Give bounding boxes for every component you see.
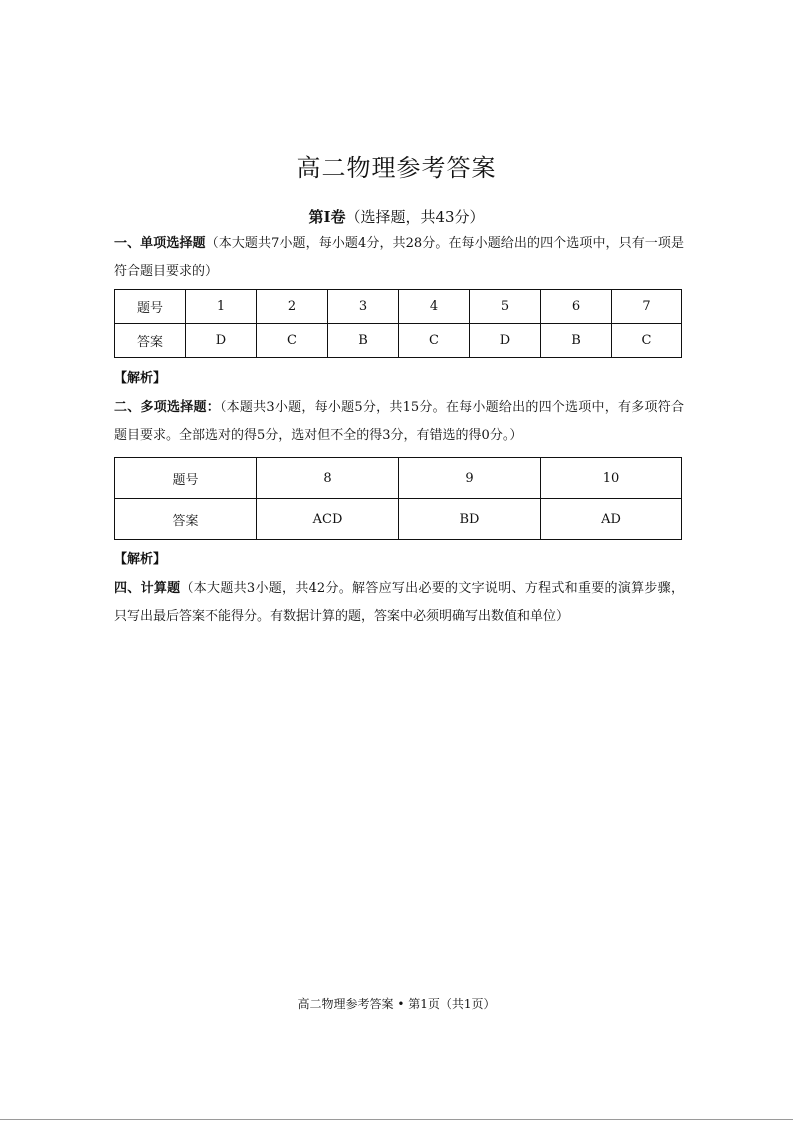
question-number: 6 [541, 290, 612, 324]
answer-cell: ACD [257, 499, 399, 540]
question-number: 5 [470, 290, 541, 324]
question-number: 10 [541, 458, 682, 499]
table-row [115, 499, 682, 540]
section1-analysis-label: 【解析】 [114, 371, 167, 386]
multi-choice-answer-table [114, 457, 682, 540]
question-number: 8 [257, 458, 399, 499]
row-label-number: 题号 [115, 458, 257, 499]
page-bottom-divider [0, 1119, 793, 1120]
section2-intro [114, 394, 684, 450]
section2-analysis-label: 【解析】 [114, 552, 167, 567]
answer-cell: C [399, 324, 470, 358]
answer-cell: C [257, 324, 328, 358]
answer-cell: BD [399, 499, 541, 540]
section2-description: （本题共3小题，每小题5分，共15分。在每小题给出的四个选项中，有多项符合题目要求。全部选对的得5分，选对但不全的得3分，有错选的得0分。） [114, 400, 684, 443]
answer-cell: AD [541, 499, 682, 540]
table-row [115, 458, 682, 499]
table-row [115, 324, 682, 358]
section1-heading: 一、单项选择题 [114, 236, 206, 251]
question-number: 2 [257, 290, 328, 324]
part-label: 第Ⅰ卷 [308, 208, 346, 226]
part-subtitle [0, 206, 793, 227]
answer-cell: D [186, 324, 257, 358]
part-detail: （选择题，共43分） [345, 208, 485, 226]
section4-description: （本大题共3小题，共42分。解答应写出必要的文字说明、方程式和重要的演算步骤，只写出最后答案不能得分。有数据计算的题，答案中必须明确写出数值和单位） [114, 581, 684, 624]
row-label-answer: 答案 [115, 499, 257, 540]
answer-cell: B [541, 324, 612, 358]
single-choice-answer-table [114, 289, 682, 358]
table-row [115, 290, 682, 324]
question-number: 3 [328, 290, 399, 324]
row-label-answer: 答案 [115, 324, 186, 358]
row-label-number: 题号 [115, 290, 186, 324]
answer-cell: B [328, 324, 399, 358]
answer-cell: D [470, 324, 541, 358]
section1-description: （本大题共7小题，每小题4分，共28分。在每小题给出的四个选项中，只有一项是符合题目要求的） [114, 236, 684, 279]
question-number: 9 [399, 458, 541, 499]
section4-heading: 四、计算题 [114, 581, 181, 596]
section4-intro [114, 575, 684, 631]
section1-intro [114, 230, 684, 286]
question-number: 1 [186, 290, 257, 324]
answer-cell: C [612, 324, 682, 358]
section2-heading: 二、多项选择题： [114, 400, 220, 415]
page-footer: 高二物理参考答案 • 第1页（共1页） [297, 997, 496, 1011]
question-number: 7 [612, 290, 682, 324]
page-title: 高二物理参考答案 [296, 154, 497, 182]
question-number: 4 [399, 290, 470, 324]
